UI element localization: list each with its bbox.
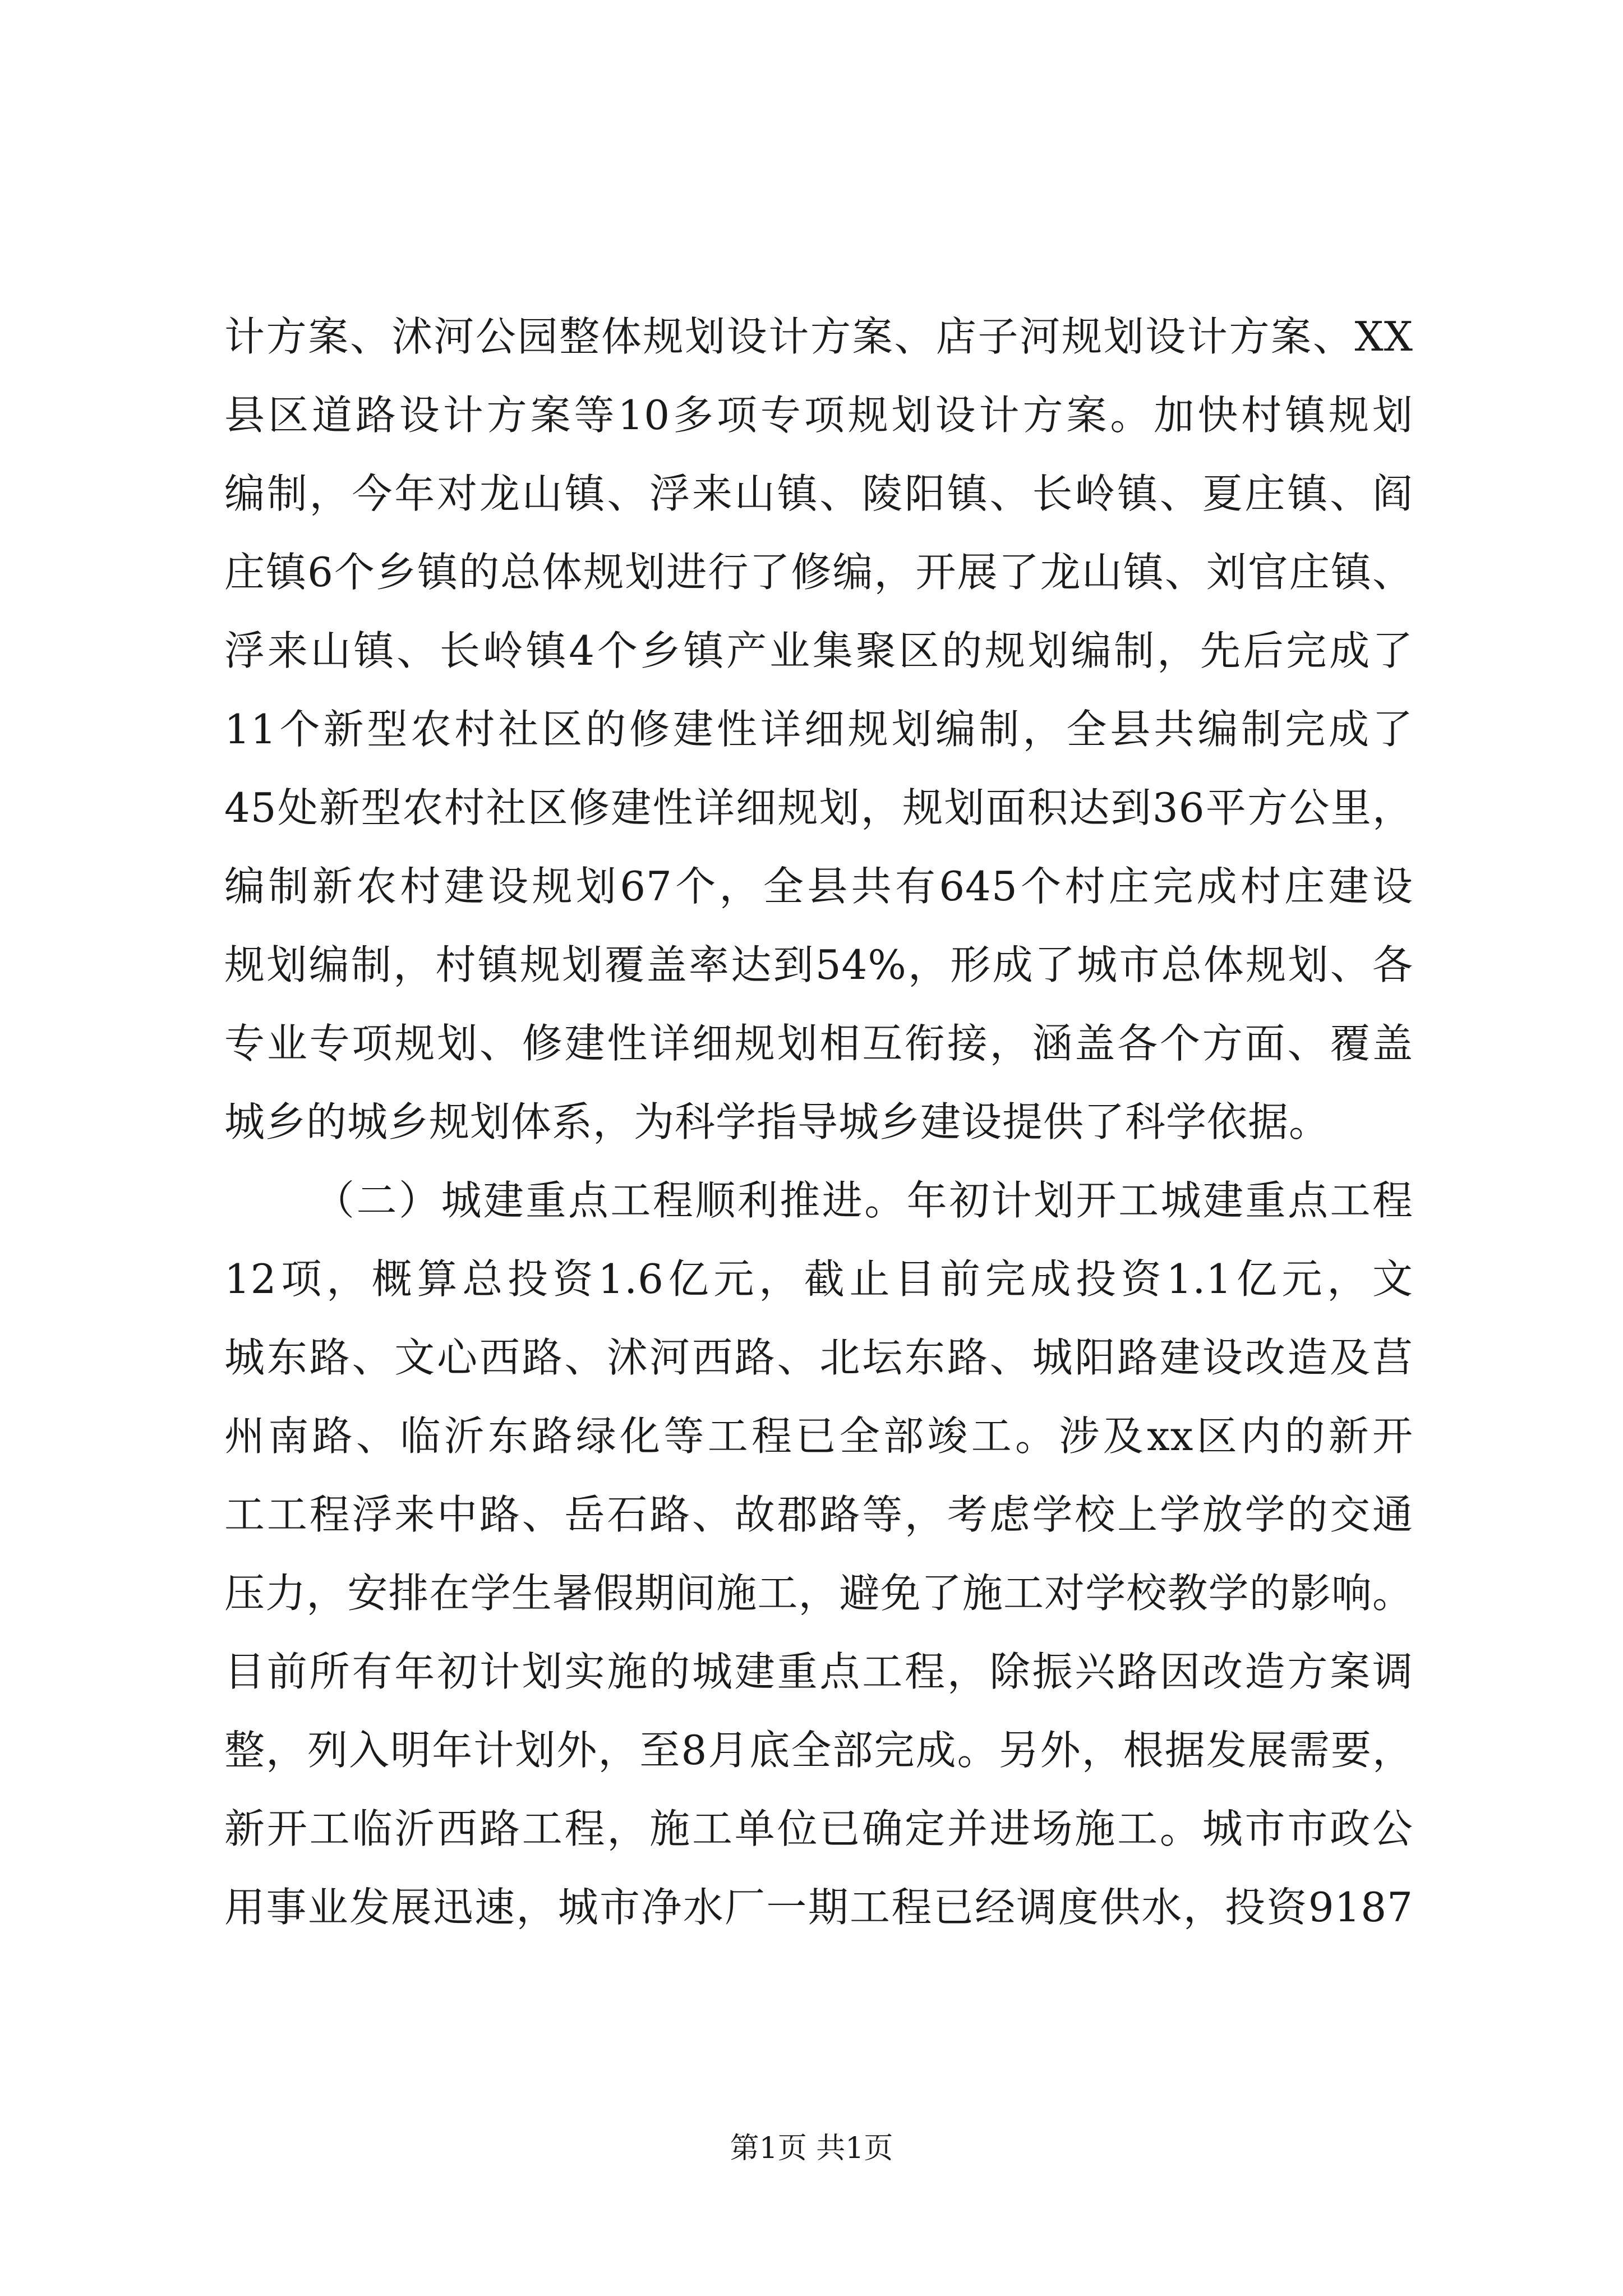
body-line-18: 目前所有年初计划实施的城建重点工程，除振兴路因改造方案调 bbox=[224, 1648, 1413, 1695]
body-line-21: 用事业发展迅速，城市净水厂一期工程已经调度供水，投资9187 bbox=[224, 1884, 1413, 1931]
body-line-19: 整，列入明年计划外，至8月底全部完成。另外，根据发展需要， bbox=[224, 1727, 1413, 1774]
body-line-20: 新开工临沂西路工程，施工单位已确定并进场施工。城市市政公 bbox=[224, 1805, 1413, 1852]
body-line-7: 45处新型农村社区修建性详细规划，规划面积达到36平方公里， bbox=[224, 784, 1413, 831]
body-line-5: 浮来山镇、长岭镇4个乡镇产业集聚区的规划编制，先后完成了 bbox=[224, 627, 1413, 674]
body-line-6: 11个新型农村社区的修建性详细规划编制，全县共编制完成了 bbox=[224, 706, 1413, 753]
body-line-11: 城乡的城乡规划体系，为科学指导城乡建设提供了科学依据。 bbox=[224, 1098, 1330, 1145]
body-line-10: 专业专项规划、修建性详细规划相互衔接，涵盖各个方面、覆盖 bbox=[224, 1020, 1413, 1067]
body-line-14: 城东路、文心西路、沭河西路、北坛东路、城阳路建设改造及莒 bbox=[224, 1334, 1413, 1381]
page-number-footer: 第1页 共1页 bbox=[730, 2132, 893, 2165]
body-line-1: 计方案、沭河公园整体规划设计方案、店子河规划设计方案、XX bbox=[224, 313, 1413, 360]
body-line-16: 工工程浮来中路、岳石路、故郡路等，考虑学校上学放学的交通 bbox=[224, 1491, 1413, 1538]
body-line-17: 压力，安排在学生暑假期间施工，避免了施工对学校教学的影响。 bbox=[224, 1570, 1413, 1617]
body-line-2: 县区道路设计方案等10多项专项规划设计方案。加快村镇规划 bbox=[224, 392, 1413, 439]
body-line-9: 规划编制，村镇规划覆盖率达到54%，形成了城市总体规划、各 bbox=[224, 941, 1413, 988]
body-line-8: 编制新农村建设规划67个，全县共有645个村庄完成村庄建设 bbox=[224, 863, 1413, 910]
section-heading-line: （二）城建重点工程顺利推进。年初计划开工城建重点工程 bbox=[314, 1177, 1413, 1224]
body-line-4: 庄镇6个乡镇的总体规划进行了修编，开展了龙山镇、刘官庄镇、 bbox=[224, 549, 1413, 596]
body-line-15: 州南路、临沂东路绿化等工程已全部竣工。涉及xx区内的新开 bbox=[224, 1412, 1413, 1460]
body-line-13: 12项，概算总投资1.6亿元，截止目前完成投资1.1亿元，文 bbox=[224, 1255, 1413, 1303]
body-line-3: 编制，今年对龙山镇、浮来山镇、陵阳镇、长岭镇、夏庄镇、阎 bbox=[224, 470, 1413, 517]
